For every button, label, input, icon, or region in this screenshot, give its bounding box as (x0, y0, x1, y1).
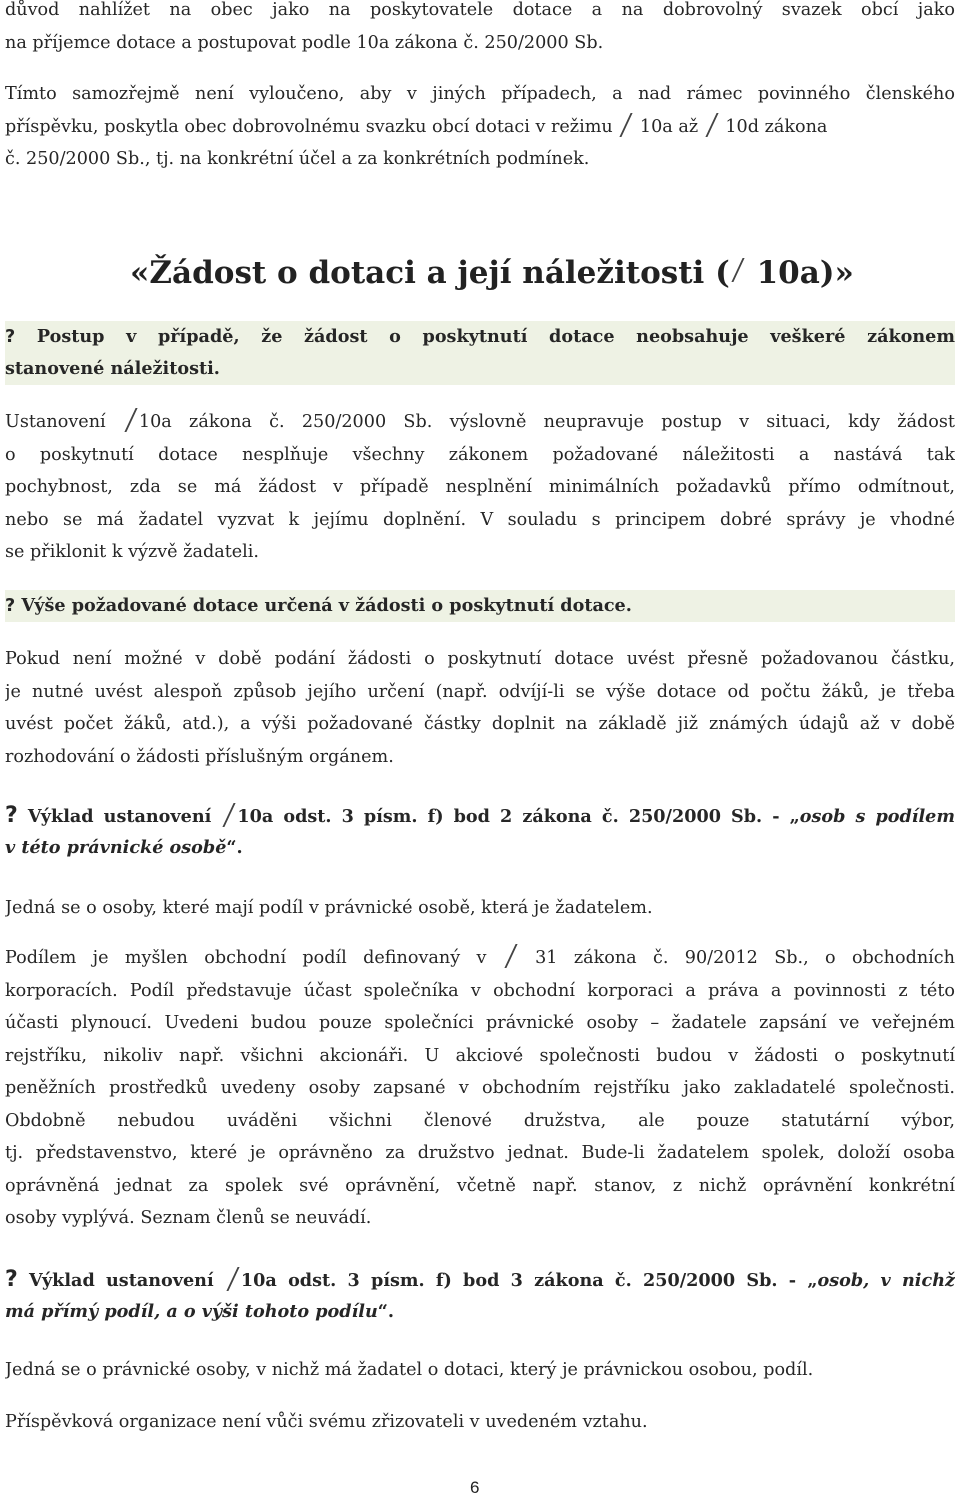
text-line: Tímto samozřejmě není vyloučeno, aby v jiných případech, a nad rámec povinného členského (5, 84, 955, 104)
text-line: rozhodování o žádosti příslušným orgánem. (5, 746, 394, 767)
section-sign-icon (125, 407, 137, 433)
body-paragraph-5 (5, 1354, 955, 1387)
text-line: osoby vyplývá. Seznam členů se neuvádí. (5, 1208, 372, 1228)
text-line: Ustanovení 10a zákona č. 250/2000 Sb. výslovně neupravuje postup v situaci, kdy žádost (5, 406, 955, 439)
text-line: účasti plynoucí. Uvedeni budou pouze společníci právnické osoby – žadatele zapsání ve veřejném (5, 1013, 955, 1033)
text-line: rejstříku, nikoliv např. všichni akcionáři. U akciové společnosti budou v žádosti o poskytnutí (5, 1045, 955, 1066)
section-sign-icon (227, 1266, 239, 1292)
question-heading-1 (5, 321, 955, 385)
text-line: příspěvku, poskytla obec dobrovolnému svazku obcí dotaci v režimu 10a až 10d zákona (5, 111, 955, 144)
question-mark-icon: ? (5, 803, 18, 828)
question-mark-icon: ? (5, 596, 16, 616)
question-heading-2 (5, 590, 955, 622)
section-sign-icon (223, 802, 235, 828)
section-sign-icon (732, 257, 744, 291)
page-number: 6 (470, 1478, 480, 1497)
question-heading-3 (5, 800, 955, 864)
heading-line: v této právnické osobě“. (5, 837, 243, 858)
text-line: na příjemce dotace a postupovat podle 10a zákona č. 250/2000 Sb. (5, 32, 604, 53)
text-line: je nutné uvést alespoň způsob jejího určení (např. odvíjí-li se výše dotace od počtu žáků, je třeba (5, 681, 955, 702)
body-paragraph-4 (5, 942, 955, 1235)
section-sign-icon (620, 112, 632, 138)
text-line: tj. představenstvo, které je oprávněno za družstvo jednat. Bude-li žadatelem spolek, doloží osoba (5, 1143, 955, 1163)
text-line: Jedná se o právnické osoby, v nichž má žadatel o dotaci, který je právnickou osobou, podíl. (5, 1360, 814, 1380)
text-line: Podílem je myšlen obchodní podíl definovaný v 31 zákona č. 90/2012 Sb., o obchodních (5, 942, 955, 975)
text-line: Obdobně nebudou uváděni všichni členové družstva, ale pouze statutární výbor, (5, 1110, 955, 1131)
heading-line: má přímý podíl, a o výši tohoto podílu“. (5, 1301, 394, 1322)
section-sign-icon (505, 943, 517, 969)
section-title: «Žádost o dotaci a její náležitosti ( 10a)» (130, 255, 854, 291)
heading-line: ? Výklad ustanovení 10a odst. 3 písm. f) bod 3 zákona č. 250/2000 Sb. - „osob, v nichž (5, 1267, 955, 1292)
text-line: Příspěvková organizace není vůči svému zřizovateli v uvedeném vztahu. (5, 1412, 648, 1432)
body-paragraph-3 (5, 892, 955, 925)
heading-line: ? Výše požadované dotace určená v žádosti o poskytnutí dotace. (5, 595, 632, 616)
text-line: peněžních prostředků uvedeny osoby zapsané v obchodním rejstříku jako zakladatelé společnosti. (5, 1078, 955, 1098)
question-heading-4 (5, 1264, 955, 1328)
text-line: korporacích. Podíl představuje účast společníka v obchodní korporaci a práva a povinnosti z této (5, 980, 955, 1001)
text-line: Pokud není možné v době podání žádosti o poskytnutí dotace uvést přesně požadovanou částku, (5, 649, 955, 669)
text-line: se přiklonit k výzvě žadateli. (5, 542, 260, 562)
text-line: uvést počet žáků, atd.), a výši požadované částky doplnit na základě již známých údajů až v době (5, 714, 955, 734)
body-paragraph-6 (5, 1406, 955, 1439)
intro-paragraph-2 (5, 78, 955, 176)
heading-line: ? Výklad ustanovení 10a odst. 3 písm. f) bod 2 zákona č. 250/2000 Sb. - „osob s podílem (5, 803, 955, 828)
text-line: o poskytnutí dotace nesplňuje všechny zákonem požadované náležitosti a nastává tak (5, 444, 955, 465)
text-line: nebo se má žadatel vyzvat k jejímu doplnění. V souladu s principem dobré správy je vhodné (5, 509, 955, 530)
text-line: Jedná se o osoby, které mají podíl v právnické osobě, která je žadatelem. (5, 898, 653, 918)
body-paragraph-2 (5, 643, 955, 773)
question-mark-icon: ? (5, 1267, 18, 1292)
text-line: pochybnost, zda se má žádost v případě nesplnění minimálních požadavků přímo odmítnout, (5, 477, 955, 497)
text-line: č. 250/2000 Sb., tj. na konkrétní účel a za konkrétních podmínek. (5, 149, 590, 169)
heading-line: ? Postup v případě, že žádost o poskytnutí dotace neobsahuje veškeré zákonem (5, 326, 955, 347)
text-line: důvod nahlížet na obec jako na poskytovatele dotace a na dobrovolný svazek obcí jako (5, 0, 955, 20)
heading-line: stanovené náležitosti. (5, 358, 220, 379)
body-paragraph-1 (5, 406, 955, 569)
intro-paragraph (5, 0, 955, 59)
text-line: oprávněná jednat za spolek své oprávnění, včetně např. stanov, z nichž oprávnění konkrétní (5, 1175, 955, 1196)
question-mark-icon: ? (5, 327, 16, 347)
section-sign-icon (706, 112, 718, 138)
